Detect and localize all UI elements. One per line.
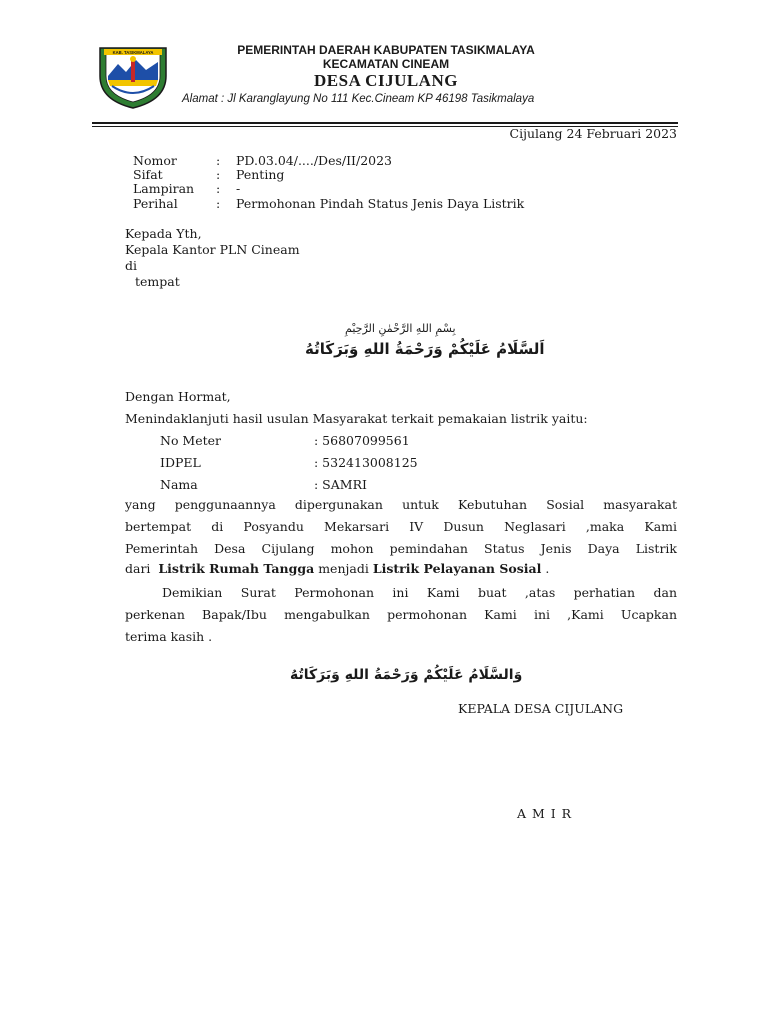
intro-text: Menindaklanjuti hasil usulan Masyarakat terkait pemakaian listrik yaitu: <box>125 411 588 426</box>
letterhead-district: KECAMATAN CINEAM <box>322 57 450 71</box>
meta-label: Perihal <box>133 196 178 211</box>
recipient-place: tempat <box>135 274 180 289</box>
meta-sep: : <box>216 181 221 196</box>
signature-name: A M I R <box>517 806 573 821</box>
recipient-name: Kepala Kantor PLN Cineam <box>125 242 300 257</box>
paragraph-line: bertempat di Posyandu Mekarsari IV Dusun Neglasari ,maka Kami <box>125 519 677 534</box>
field-label: IDPEL <box>160 455 201 470</box>
status-from: Listrik Rumah Tangga <box>158 561 315 576</box>
text-menjadi: menjadi <box>318 561 369 576</box>
field-value-idpel: : 532413008125 <box>314 455 418 470</box>
meta-label: Nomor <box>133 153 177 168</box>
meta-value-attachment: - <box>236 181 241 196</box>
meta-label: Sifat <box>133 167 163 182</box>
meta-label: Lampiran <box>133 181 195 196</box>
recipient-di: di <box>125 258 137 273</box>
meta-sep: : <box>216 167 221 182</box>
paragraph-line: Pemerintah Desa Cijulang mohon pemindahan Status Jenis Daya Listrik <box>125 541 677 556</box>
field-value-meter: : 56807099561 <box>314 433 410 448</box>
basmala-text: بِسْمِ اللهِ الرَّحْمٰنِ الرَّحِيْمِ <box>345 322 456 335</box>
field-value-name: : SAMRI <box>314 477 367 492</box>
paragraph-line-status-change <box>125 561 549 576</box>
text-period: . <box>545 561 550 576</box>
recipient-salutation: Kepada Yth, <box>125 226 202 241</box>
letter-date: Cijulang 24 Februari 2023 <box>509 126 677 141</box>
kabupaten-logo <box>96 40 170 110</box>
field-label: No Meter <box>160 433 222 448</box>
letterhead-village-title: DESA CIJULANG <box>314 71 458 90</box>
meta-value-subject: Permohonan Pindah Status Jenis Daya Listrik <box>236 196 525 211</box>
status-to: Listrik Pelayanan Sosial <box>372 561 542 576</box>
signature-title: KEPALA DESA CIJULANG <box>458 701 624 716</box>
text-dari: dari <box>125 561 151 576</box>
meta-sep: : <box>216 196 221 211</box>
letterhead-address: Alamat : Jl Karanglayung No 111 Kec.Cineam KP 46198 Tasikmalaya <box>182 93 535 105</box>
paragraph-line: Demikian Surat Permohonan ini Kami buat ,atas perhatian dan <box>162 585 677 600</box>
logo-text: KAB. TASIKMALAYA <box>112 49 154 55</box>
paragraph-line: terima kasih . <box>125 629 213 644</box>
meta-sep: : <box>216 153 221 168</box>
field-label: Nama <box>160 477 198 492</box>
greeting: Dengan Hormat, <box>125 389 231 404</box>
paragraph-line: perkenan Bapak/Ibu mengabulkan permohonan Kami ini ,Kami Ucapkan <box>125 607 677 622</box>
paragraph-line: yang penggunaannya dipergunakan untuk Kebutuhan Sosial masyarakat <box>125 497 677 512</box>
letterhead-rule-thick <box>92 122 678 124</box>
salam-closing: وَالسَّلَامُ عَلَيْكُمْ وَرَحْمَةُ اللهِ وَبَرَكَاتُهُ <box>290 667 523 683</box>
meta-value-number: PD.03.04/..../Des/II/2023 <box>236 153 393 168</box>
letterhead-government: PEMERINTAH DAERAH KABUPATEN TASIKMALAYA <box>237 43 535 57</box>
meta-value-nature: Penting <box>236 167 285 182</box>
salam-opening: اَلسَّلَامُ عَلَيْكُمْ وَرَحْمَةُ اللهِ وَبَرَكَاتُهُ <box>305 340 545 358</box>
